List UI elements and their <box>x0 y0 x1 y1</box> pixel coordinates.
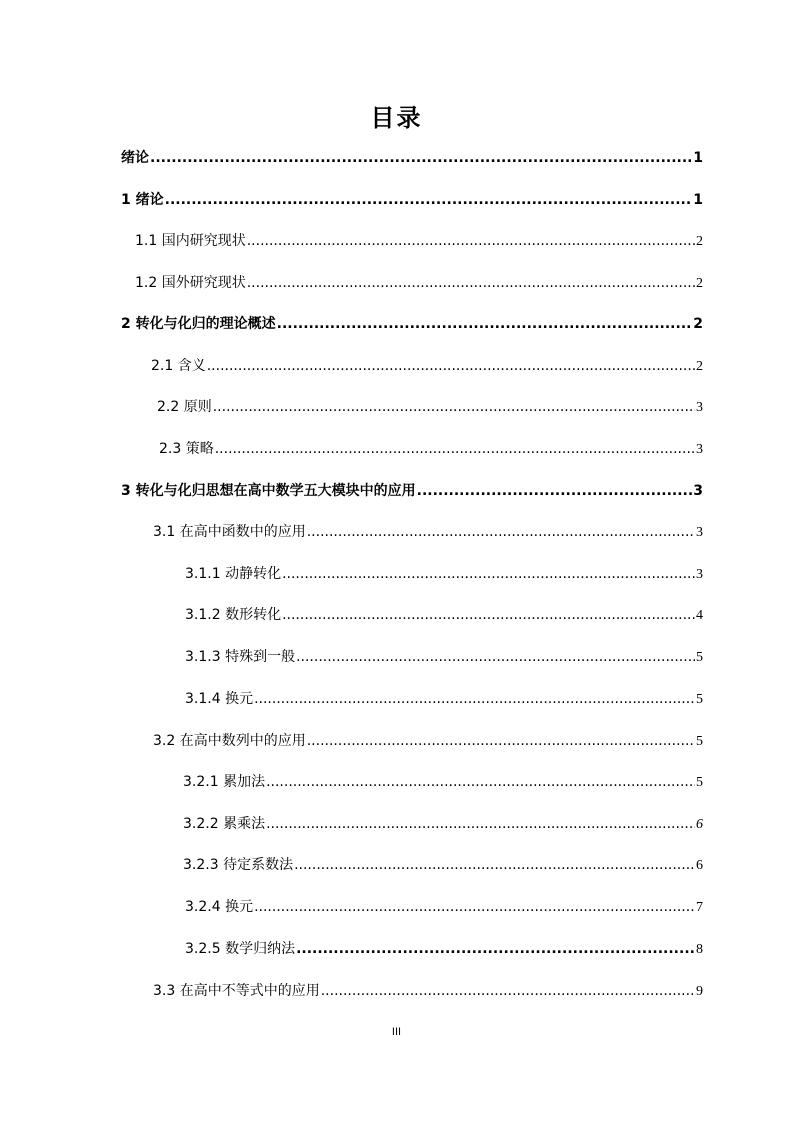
dot-leader <box>213 397 695 417</box>
toc-entry-label: 1.2 国外研究现状 <box>135 275 246 291</box>
toc-entry-page: 3 <box>693 483 703 499</box>
toc-entry-label: 3.2.1 累加法 <box>183 774 266 790</box>
toc-entry-page: 3 <box>696 525 703 540</box>
toc-entry-label: 1 绪论 <box>121 192 164 208</box>
dot-leader <box>254 689 695 709</box>
toc-entry-page: 7 <box>696 900 703 915</box>
toc-entry-3-2-3[interactable] <box>183 855 703 875</box>
toc-entry-3-2-2[interactable] <box>183 814 703 834</box>
dot-leader <box>150 148 692 168</box>
dot-leader <box>294 855 695 875</box>
toc-entry-page: 5 <box>696 775 703 790</box>
toc-entry-label: 2.2 原则 <box>157 399 212 415</box>
toc-entry-1[interactable] <box>121 190 703 210</box>
toc-entry-2-2[interactable] <box>157 397 703 417</box>
toc-entry-label: 3.2.4 换元 <box>185 899 254 915</box>
toc-entry-label: 3.2 在高中数列中的应用 <box>153 733 306 749</box>
toc-entry-1-2[interactable] <box>135 273 703 293</box>
toc-entry-page: 3 <box>696 567 703 582</box>
toc-entry-page: 5 <box>696 734 703 749</box>
toc-entry-label: 3.1.4 换元 <box>185 691 254 707</box>
toc-entry-label: 3.1.2 数形转化 <box>185 607 282 623</box>
toc-entry-label: 2.3 策略 <box>159 441 214 457</box>
toc-entry-label: 2.1 含义 <box>151 358 206 374</box>
dot-leader <box>247 273 695 293</box>
toc-entry-page: 2 <box>693 316 703 332</box>
toc-entry-label: 3.3 在高中不等式中的应用 <box>153 983 320 999</box>
toc-entry-page: 5 <box>696 692 703 707</box>
toc-entry-3-2[interactable] <box>153 731 703 751</box>
dot-leader <box>165 190 693 210</box>
toc-entry-page: 9 <box>696 984 703 999</box>
toc-entry-page: 6 <box>696 858 703 873</box>
toc-entry-3-2-5[interactable] <box>185 939 703 959</box>
toc-entry-page: 1 <box>693 192 703 208</box>
dot-leader <box>296 939 695 959</box>
toc-entry-page: 6 <box>696 817 703 832</box>
toc-entry-page: 2 <box>696 234 703 249</box>
toc-entry-label: 3.1.1 动静转化 <box>185 566 282 582</box>
toc-entry-page: 2 <box>696 359 703 374</box>
toc-entry-3-1-3[interactable] <box>185 647 703 667</box>
toc-entry-page: 5 <box>696 650 703 665</box>
toc-entry-3[interactable] <box>121 481 703 501</box>
dot-leader <box>254 897 695 917</box>
toc-entry-label: 2 转化与化归的理论概述 <box>121 316 276 332</box>
toc-entry-2-3[interactable] <box>159 439 703 459</box>
dot-leader <box>247 231 695 251</box>
toc-entry-page: 1 <box>693 150 703 166</box>
toc-entry-2[interactable] <box>121 314 703 334</box>
dot-leader <box>296 647 695 667</box>
toc-entry-3-1-2[interactable] <box>185 605 703 625</box>
toc-entry-2-1[interactable] <box>151 356 703 376</box>
dot-leader <box>282 564 695 584</box>
toc-entry-label: 3 转化与化归思想在高中数学五大模块中的应用 <box>121 483 416 499</box>
page-title: 目录 <box>370 104 423 132</box>
dot-leader <box>215 439 695 459</box>
toc-entry-page: 8 <box>696 942 703 957</box>
toc-entry-label: 3.1.3 特殊到一般 <box>185 649 296 665</box>
dot-leader <box>207 356 695 376</box>
toc-entry-label: 绪论 <box>121 150 149 166</box>
toc-entry-1-1[interactable] <box>135 231 703 251</box>
toc-entry-label: 3.2.5 数学归纳法 <box>185 941 296 957</box>
toc-entry-3-3[interactable] <box>153 981 703 1001</box>
toc-entry-3-1-4[interactable] <box>185 689 703 709</box>
dot-leader <box>266 772 695 792</box>
dot-leader <box>417 481 693 501</box>
toc-entry-3-2-1[interactable] <box>183 772 703 792</box>
toc-entry-label: 3.1 在高中函数中的应用 <box>153 524 306 540</box>
page-number-footer: III <box>391 1026 402 1038</box>
dot-leader <box>307 522 695 542</box>
toc-entry-introduction[interactable] <box>121 148 703 168</box>
toc-entry-label: 3.2.3 待定系数法 <box>183 857 294 873</box>
toc-entry-label: 3.2.2 累乘法 <box>183 816 266 832</box>
toc-entry-3-1-1[interactable] <box>185 564 703 584</box>
toc-entry-page: 3 <box>696 442 703 457</box>
toc-entry-3-1[interactable] <box>153 522 703 542</box>
toc-entry-label: 1.1 国内研究现状 <box>135 233 246 249</box>
dot-leader <box>307 731 695 751</box>
toc-entry-page: 3 <box>696 400 703 415</box>
dot-leader <box>282 605 695 625</box>
dot-leader <box>266 814 695 834</box>
toc-entry-3-2-4[interactable] <box>185 897 703 917</box>
toc-entry-page: 4 <box>696 608 703 623</box>
toc-entry-page: 2 <box>696 276 703 291</box>
dot-leader <box>321 981 695 1001</box>
dot-leader <box>277 314 693 334</box>
